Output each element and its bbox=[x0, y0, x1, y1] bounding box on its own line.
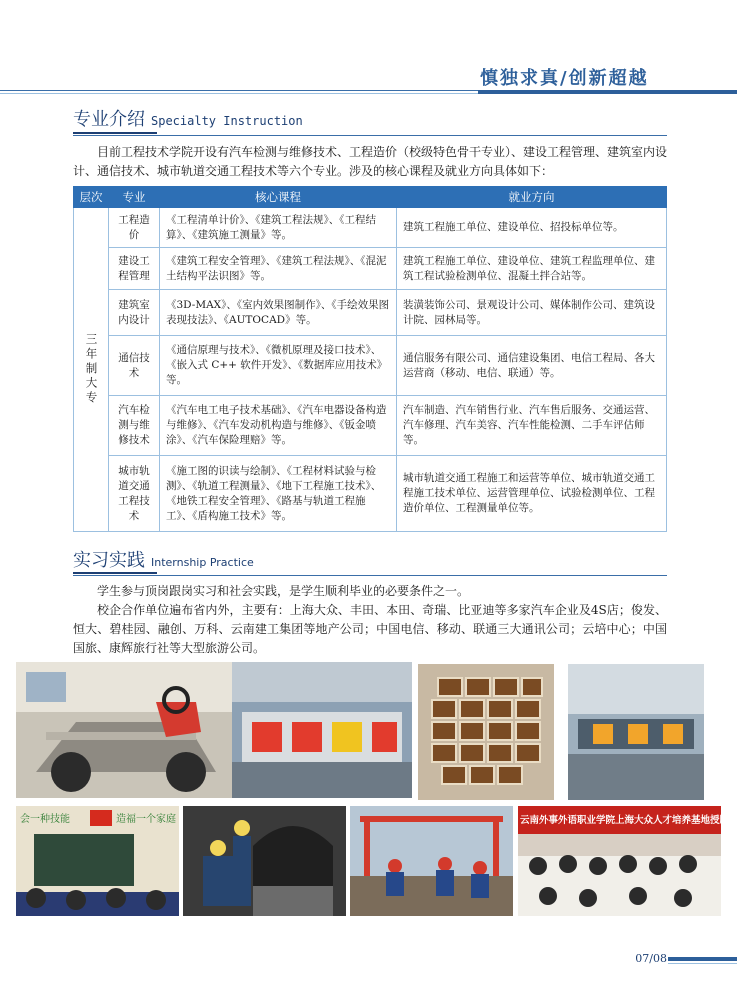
course-table-header bbox=[74, 187, 667, 208]
page-number: 07/08 bbox=[635, 952, 667, 965]
school-motto: 慎独求真/创新超越 bbox=[480, 68, 649, 89]
internship-text bbox=[73, 582, 667, 658]
specialty-heading-accent bbox=[73, 132, 157, 134]
photo-plaque-wall bbox=[418, 664, 554, 800]
specialty-intro bbox=[73, 143, 667, 181]
job-cell: 装潢装饰公司、景观设计公司、媒体制作公司、建筑设计院、园林局等。 bbox=[397, 290, 667, 336]
core-cell: 《通信原理与技术》、《微机原理及接口技术》、《嵌入式 C++ 软件开发》、《数据库应用技术》等。 bbox=[160, 336, 397, 396]
core-cell: 《建筑工程安全管理》、《建筑工程法规》、《混泥土结构平法识图》等。 bbox=[160, 248, 397, 290]
photo-award-ceremony bbox=[518, 806, 748, 916]
specialty-heading-rule bbox=[73, 135, 667, 136]
internship-heading-accent bbox=[73, 572, 157, 574]
specialty-intro-text: 目前工程技术学院开设有汽车检测与维修技术、工程造价（校级特色骨干专业）、建设工程管理、建筑室内设计、通信技术、城市轨道交通工程技术等六个专业。涉及的核心课程及就业方向具体如下： bbox=[73, 145, 668, 178]
footer-rule bbox=[668, 957, 737, 961]
major-cell: 通信技术 bbox=[109, 336, 160, 396]
major-cell: 城市轨道交通工程技术 bbox=[109, 456, 160, 532]
major-cell: 建设工程管理 bbox=[109, 248, 160, 290]
photo-assembly-workshop bbox=[568, 664, 704, 800]
job-cell: 建筑工程施工单位、建设单位、建筑工程监理单位、建筑工程试验检测单位、混凝土拌合站等。 bbox=[397, 248, 667, 290]
th-major: 专业 bbox=[109, 187, 160, 208]
classroom-banner-mid: 造福一个家庭 bbox=[116, 814, 176, 825]
core-cell: 《工程清单计价》、《建筑工程法规》、《工程结算》、《建筑施工测量》等。 bbox=[160, 208, 397, 248]
major-cell: 汽车检测与维修技术 bbox=[109, 396, 160, 456]
specialty-title-cn: 专业介绍 bbox=[73, 109, 145, 130]
level-cell: 三年制大专 bbox=[74, 208, 109, 532]
photo-car-chassis bbox=[16, 662, 232, 798]
header-rule bbox=[0, 90, 478, 91]
internship-title-en: Internship Practice bbox=[151, 556, 254, 569]
photo-tunnel-work bbox=[183, 806, 346, 916]
internship-title-cn: 实习实践 bbox=[73, 550, 145, 571]
core-cell: 《汽车电工电子技术基础》、《汽车电器设备构造与维修》、《汽车发动机构造与维修》、《钣金喷涂》、《汽车保险理赔》等。 bbox=[160, 396, 397, 456]
internship-p1: 学生参与顶岗跟岗实习和社会实践，是学生顺利毕业的必要条件之一。 bbox=[97, 584, 470, 598]
photo-classroom bbox=[16, 806, 179, 916]
table-row bbox=[74, 208, 667, 248]
photo-construction-site bbox=[350, 806, 513, 916]
th-level: 层次 bbox=[74, 187, 109, 208]
major-cell: 工程造价 bbox=[109, 208, 160, 248]
classroom-banner-left: 会一种技能 bbox=[20, 814, 70, 825]
job-cell: 汽车制造、汽车销售行业、汽车售后服务、交通运营、汽车修理、汽车美容、汽车性能检测、二手车评估师等。 bbox=[397, 396, 667, 456]
photo-factory-line bbox=[232, 662, 412, 798]
th-core: 核心课程 bbox=[160, 187, 397, 208]
table-row bbox=[74, 396, 667, 456]
specialty-heading bbox=[73, 105, 303, 131]
table-row bbox=[74, 290, 667, 336]
major-cell: 建筑室内设计 bbox=[109, 290, 160, 336]
internship-heading bbox=[73, 546, 254, 572]
job-cell: 建筑工程施工单位、建设单位、招投标单位等。 bbox=[397, 208, 667, 248]
specialty-title-en: Specialty Instruction bbox=[151, 114, 303, 128]
table-row bbox=[74, 456, 667, 532]
table-row bbox=[74, 336, 667, 396]
course-table bbox=[73, 186, 667, 532]
core-cell: 《施工图的识读与绘制》、《工程材料试验与检测》、《轨道工程测量》、《地下工程施工技术》、《地铁工程安全管理》、《路基与轨道工程施工》、《盾构施工技术》等。 bbox=[160, 456, 397, 532]
ceremony-banner: 云南外事外语职业学院上海大众人才培养基地授牌仪式 bbox=[520, 815, 748, 826]
core-cell: 《3D-MAX》、《室内效果图制作》、《手绘效果图表现技法》、《AUTOCAD》等。 bbox=[160, 290, 397, 336]
footer-rule-thin bbox=[668, 963, 737, 964]
motto-underline bbox=[478, 90, 737, 94]
job-cell: 城市轨道交通工程施工和运营等单位、城市轨道交通工程施工技术单位、运营管理单位、试验检测单位、工程造价单位、工程测量单位等。 bbox=[397, 456, 667, 532]
internship-heading-rule bbox=[73, 575, 667, 576]
table-row bbox=[74, 248, 667, 290]
header-rule-thin bbox=[0, 93, 478, 94]
job-cell: 通信服务有限公司、通信建设集团、电信工程局、各大运营商（移动、电信、联通）等。 bbox=[397, 336, 667, 396]
th-job: 就业方向 bbox=[397, 187, 667, 208]
internship-p2: 校企合作单位遍布省内外，主要有：上海大众、丰田、本田、奇瑞、比亚迪等多家汽车企业及4S店；俊发、恒大、碧桂园、融创、万科、云南建工集团等地产公司；中国电信、移动、联通三大通讯公司；云培中心；中国国旅、康辉旅行社等大型旅游公司。 bbox=[73, 603, 667, 655]
